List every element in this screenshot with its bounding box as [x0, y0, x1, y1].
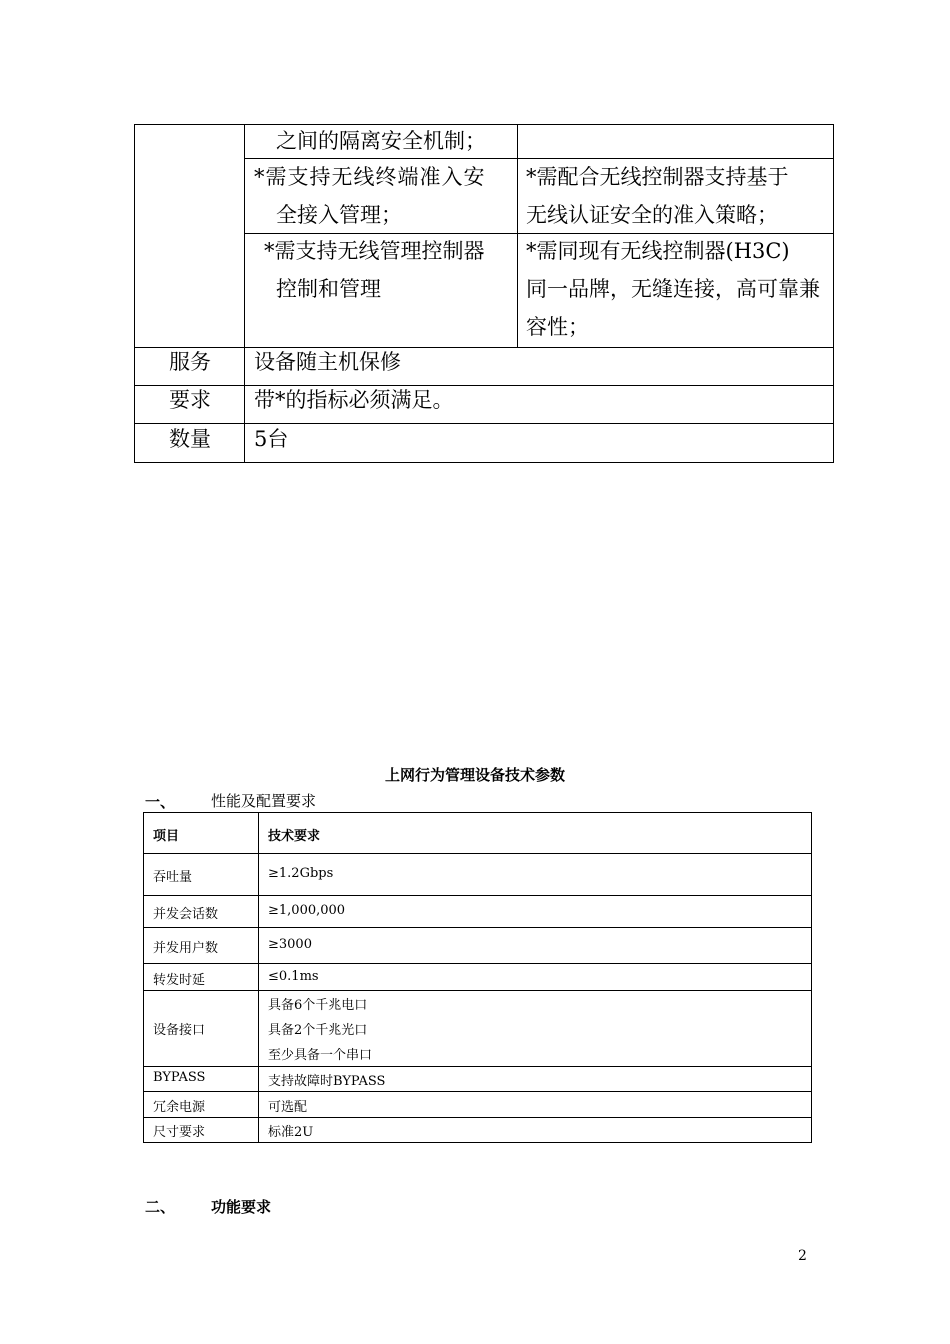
page-number: 2 [798, 1248, 807, 1264]
requirements-table [134, 124, 834, 463]
section-number: 一、 [145, 793, 176, 811]
table-divider [144, 990, 811, 991]
table-cell: 标准2U [268, 1125, 314, 1140]
table-cell: 设备接口 [153, 1023, 206, 1038]
table-cell: BYPASS [153, 1070, 206, 1085]
table-cell: *需同现有无线控制器(H3C) [526, 239, 790, 263]
table-divider [135, 385, 833, 386]
table-cell: ≥3000 [268, 937, 312, 952]
section-number: 二、 [145, 1198, 176, 1216]
table-divider [258, 813, 259, 1142]
table-header: 项目 [153, 829, 180, 844]
table-cell: 并发会话数 [153, 907, 219, 922]
table-cell: ≥1.2Gbps [268, 866, 334, 881]
table-divider [144, 963, 811, 964]
row-label-service: 服务 [169, 350, 211, 374]
table-divider [135, 347, 833, 348]
table-cell: 全接入管理； [276, 203, 402, 227]
table-cell: 至少具备一个串口 [268, 1048, 373, 1063]
table-divider [144, 1091, 811, 1092]
row-label-quantity: 数量 [169, 427, 211, 451]
table-divider [144, 895, 811, 896]
table-cell: 容性； [526, 315, 589, 339]
table-cell: 无线认证安全的准入策略； [526, 203, 778, 227]
table-cell: 5台 [254, 427, 289, 451]
table-cell: ≥1,000,000 [268, 903, 346, 918]
table-cell: 控制和管理 [276, 277, 381, 301]
table-cell: 吞吐量 [153, 870, 193, 885]
table-cell: *需配合无线控制器支持基于 [526, 165, 789, 189]
table-cell: 具备6个千兆电口 [268, 998, 368, 1013]
table-cell: 支持故障时BYPASS [268, 1074, 386, 1089]
row-label-require: 要求 [169, 388, 211, 412]
spec-table [143, 812, 812, 1143]
section-heading: 性能及配置要求 [211, 792, 317, 810]
table-divider [244, 125, 245, 462]
table-cell: 具备2个千兆光口 [268, 1023, 368, 1038]
section-heading: 功能要求 [211, 1198, 272, 1216]
table-cell: 之间的隔离安全机制； [276, 129, 486, 153]
table-cell: 转发时延 [153, 973, 206, 988]
table-divider [144, 853, 811, 854]
table-cell: ≤0.1ms [268, 969, 319, 984]
table-cell: 带*的指标必须满足。 [254, 388, 454, 412]
table-cell: 可选配 [268, 1100, 308, 1115]
table-cell: 设备随主机保修 [254, 350, 401, 374]
table-divider [144, 1066, 811, 1067]
table-cell: 冗余电源 [153, 1100, 206, 1115]
page-title: 上网行为管理设备技术参数 [384, 766, 565, 784]
table-header: 技术要求 [268, 829, 321, 844]
table-cell: *需支持无线管理控制器 [264, 239, 485, 263]
table-divider [144, 927, 811, 928]
table-cell: 尺寸要求 [153, 1125, 206, 1140]
table-cell: *需支持无线终端准入安 [254, 165, 486, 189]
table-cell: 同一品牌，无缝连接，高可靠兼 [526, 277, 820, 301]
table-divider [135, 423, 833, 424]
table-divider [144, 1117, 811, 1118]
table-cell: 并发用户数 [153, 941, 219, 956]
